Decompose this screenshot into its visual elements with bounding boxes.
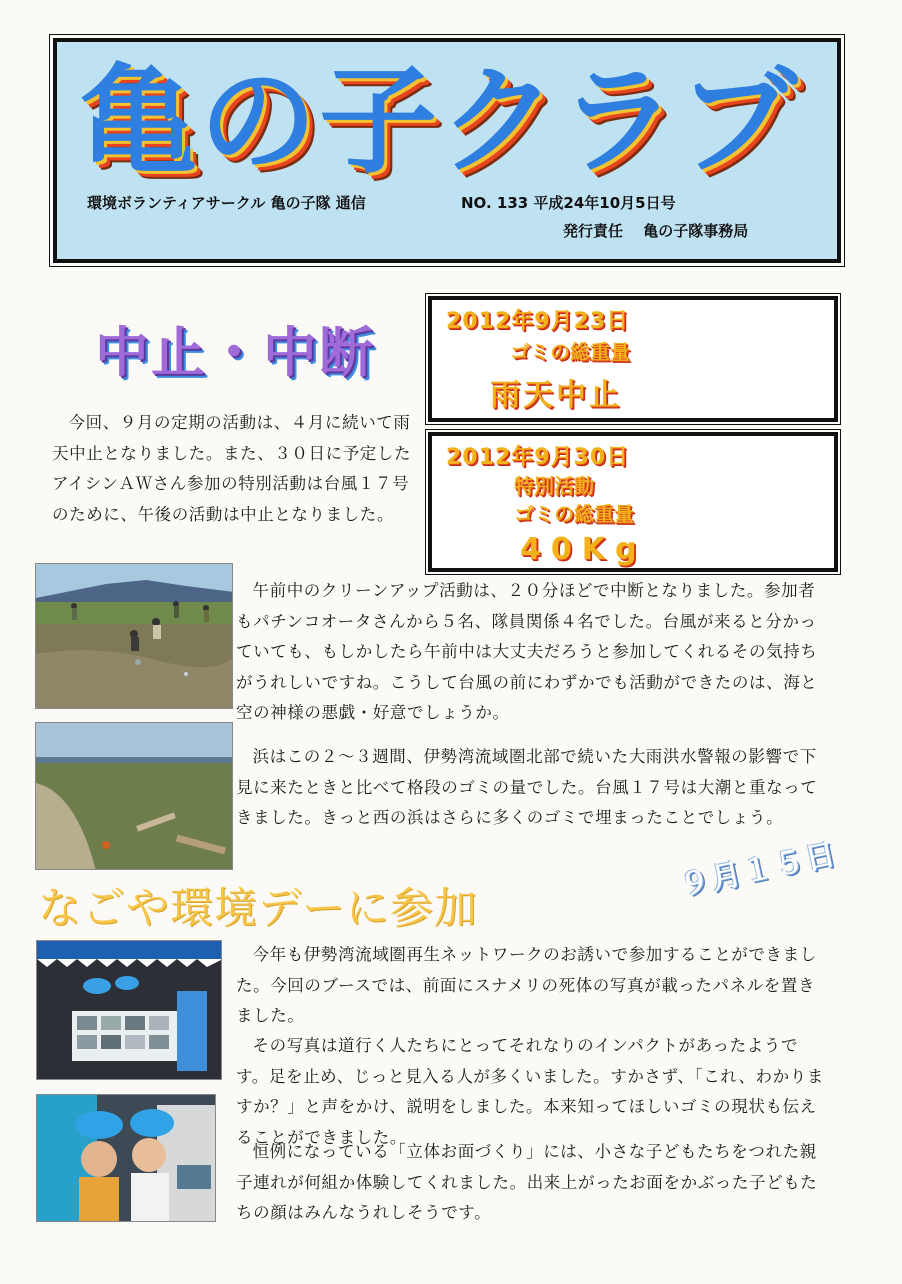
beach-cleanup-photo <box>35 563 233 709</box>
debris-beach-photo <box>35 722 233 870</box>
section-heading-nagoya: なごや環境デーに参加 <box>38 884 478 934</box>
result-box-sep30 <box>428 432 838 572</box>
box2-date: 2012年9月30日 <box>446 445 630 470</box>
publisher-line: 発行責任 亀の子隊事務局 <box>563 222 749 240</box>
intro-paragraph: 今回、９月の定期の活動は、４月に続いて雨天中止となりました。また、３０日に予定したアイシンＡＷさん参加の特別活動は台風１７号のために、午後の活動は中止となりました。 <box>52 413 412 524</box>
nagoya-paragraph-2: その写真は道行く人たちにとってそれなりのインパクトがあったようです。足を止め、じっと見入る人が多くいました。すかさず、「これ、わかりますか？」と声をかけ、説明をしました。本来知ってほしいゴミの現状も伝えることができました。 <box>236 1036 824 1147</box>
box2-event: 特別活動 <box>514 474 594 498</box>
newsletter-subtitle: 環境ボランティアサークル 亀の子隊 通信 <box>87 194 366 212</box>
cleanup-report-paragraph: 午前中のクリーンアップ活動は、２０分ほどで中断となりました。参加者もパチンコオータさんから５名、隊員関係４名でした。台風が来ると分かっていても、もしかしたら午前中は大丈夫だろうと参加してくれるその気持ちがうれしいですね。こうして台風の前にわずかでも活動ができたのは、海と空の神様の悪戯・好意でしょうか。 <box>236 581 818 722</box>
box1-date: 2012年9月23日 <box>446 309 630 334</box>
nagoya-paragraph-3: 恒例になっている「立体お面づくり」には、小さな子どもたちをつれた親子連れが何組か体験してくれました。出来上がったお面をかぶった子どもたちの顔はみんなうれしそうです。 <box>236 1142 818 1222</box>
booth-photo <box>36 940 222 1080</box>
box1-value: 雨天中止 <box>490 378 622 413</box>
box1-label: ゴミの総重量 <box>510 340 630 364</box>
event-date: ９月１５日 <box>676 836 841 905</box>
issue-number: NO. 133 平成24年10月5日号 <box>461 194 676 212</box>
section-heading-cancel: 中止・中断 <box>95 321 375 384</box>
box2-label: ゴミの総重量 <box>514 502 634 526</box>
nagoya-paragraph-1: 今年も伊勢湾流域圏再生ネットワークのお誘いで参加することができました。今回のブースでは、前面にスナメリの死体の写真が載ったパネルを置きました。 <box>236 945 817 1025</box>
newsletter-title: 亀の子クラブ <box>79 52 800 190</box>
header-banner <box>53 38 841 263</box>
masks-photo <box>36 1094 216 1222</box>
beach-condition-paragraph: 浜はこの２～３週間、伊勢湾流域圏北部で続いた大雨洪水警報の影響で下見に来たときと比べて格段のゴミの量でした。台風１７号は大潮と重なってきました。きっと西の浜はさらに多くのゴミで埋まったことでしょう。 <box>236 747 818 827</box>
box2-value: 40Kg <box>520 532 647 567</box>
result-box-sep23 <box>428 296 838 422</box>
